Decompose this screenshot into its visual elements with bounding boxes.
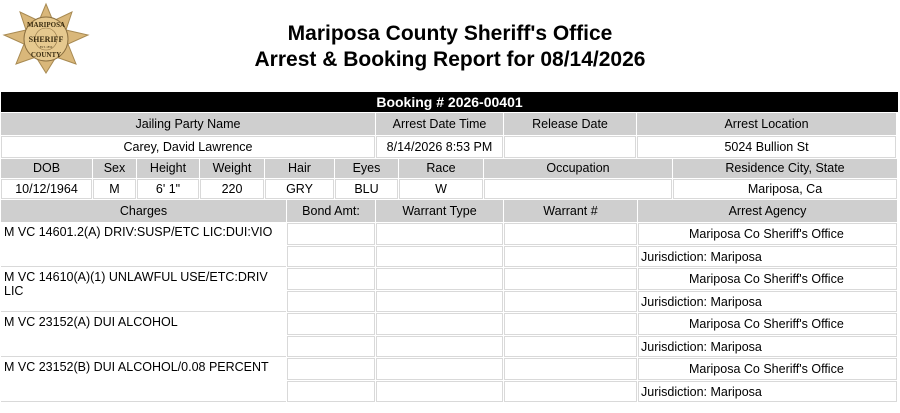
release-date	[504, 136, 636, 158]
race-value: W	[399, 179, 483, 199]
row1-header	[1, 113, 898, 136]
race-header: Race	[399, 159, 483, 178]
arrest-agency: Mariposa Co Sheriff's Office	[638, 313, 897, 335]
sex-value: M	[93, 179, 136, 199]
release-date-header: Release Date	[504, 113, 636, 135]
residence-header: Residence City, State	[673, 159, 897, 178]
jailing-party-name-header: Jailing Party Name	[1, 113, 375, 135]
row2-header	[1, 159, 898, 179]
warrant-type	[376, 223, 503, 245]
warrant-type-header: Warrant Type	[376, 200, 503, 222]
arrest-date-time-header: Arrest Date Time	[376, 113, 503, 135]
warrant-number-filler	[504, 291, 637, 313]
dob-header: DOB	[1, 159, 92, 178]
warrant-number-filler	[504, 336, 637, 358]
jailing-party-name: Carey, David Lawrence	[1, 136, 375, 158]
arrest-agency-header: Arrest Agency	[638, 200, 897, 222]
report-title: Mariposa County Sheriff's Office	[287, 22, 613, 45]
jurisdiction: Jurisdiction: Mariposa	[638, 336, 897, 358]
warrant-number-filler	[504, 381, 637, 403]
warrant-type-filler	[376, 291, 503, 313]
arrest-agency: Mariposa Co Sheriff's Office	[638, 223, 897, 245]
residence-value: Mariposa, Ca	[673, 179, 897, 199]
warrant-number	[504, 223, 637, 245]
booking-report	[1, 92, 898, 403]
jurisdiction: Jurisdiction: Mariposa	[638, 381, 897, 403]
booking-number-bar: Booking # 2026-00401	[1, 92, 898, 112]
weight-header: Weight	[200, 159, 264, 178]
weight-value: 220	[200, 179, 264, 199]
warrant-type-filler	[376, 246, 503, 268]
bond-amt	[287, 223, 375, 245]
eyes-header: Eyes	[335, 159, 398, 178]
bond-amt	[287, 268, 375, 290]
badge-small-text: EST. 1850	[39, 45, 53, 49]
dob-value: 10/12/1964	[1, 179, 92, 199]
bond-amt-header: Bond Amt:	[287, 200, 375, 222]
charge-row	[1, 313, 898, 358]
charge-row	[1, 358, 898, 403]
jurisdiction: Jurisdiction: Mariposa	[638, 291, 897, 313]
warrant-number-header: Warrant #	[504, 200, 637, 222]
warrant-number	[504, 313, 637, 335]
warrant-type	[376, 268, 503, 290]
warrant-number-filler	[504, 246, 637, 268]
jurisdiction: Jurisdiction: Mariposa	[638, 246, 897, 268]
badge-middle-text: SHERIFF	[28, 35, 64, 44]
height-value: 6' 1"	[137, 179, 199, 199]
bond-amt	[287, 358, 375, 380]
warrant-number	[504, 268, 637, 290]
bond-amt-filler	[287, 246, 375, 268]
arrest-date-time: 8/14/2026 8:53 PM	[376, 136, 503, 158]
charge-text: M VC 23152(B) DUI ALCOHOL/0.08 PERCENT	[1, 358, 286, 402]
badge-top-text: MARIPOSA	[26, 21, 66, 29]
bond-amt-filler	[287, 291, 375, 313]
charge-row	[1, 268, 898, 313]
charges-header	[1, 200, 898, 223]
row2-values	[1, 179, 898, 200]
charge-text: M VC 23152(A) DUI ALCOHOL	[1, 313, 286, 357]
charges-header-label: Charges	[1, 200, 286, 222]
hair-value: GRY	[265, 179, 334, 199]
bond-amt-filler	[287, 381, 375, 403]
arrest-location-header: Arrest Location	[637, 113, 896, 135]
height-header: Height	[137, 159, 199, 178]
charge-text: M VC 14610(A)(1) UNLAWFUL USE/ETC:DRIV LIC	[1, 268, 286, 312]
arrest-agency: Mariposa Co Sheriff's Office	[638, 358, 897, 380]
badge-bottom-text: COUNTY	[30, 51, 62, 59]
charge-row	[1, 223, 898, 268]
eyes-value: BLU	[335, 179, 398, 199]
sex-header: Sex	[93, 159, 136, 178]
arrest-location: 5024 Bullion St	[637, 136, 896, 158]
report-subtitle: Arrest & Booking Report for 08/14/2026	[254, 48, 646, 71]
hair-header: Hair	[265, 159, 334, 178]
bond-amt	[287, 313, 375, 335]
charge-text: M VC 14601.2(A) DRIV:SUSP/ETC LIC:DUI:VIO	[1, 223, 286, 267]
warrant-type-filler	[376, 336, 503, 358]
row1-values	[1, 136, 898, 159]
warrant-type	[376, 358, 503, 380]
warrant-type-filler	[376, 381, 503, 403]
occupation-header: Occupation	[484, 159, 672, 178]
warrant-type	[376, 313, 503, 335]
bond-amt-filler	[287, 336, 375, 358]
warrant-number	[504, 358, 637, 380]
arrest-agency: Mariposa Co Sheriff's Office	[638, 268, 897, 290]
occupation-value	[484, 179, 672, 199]
